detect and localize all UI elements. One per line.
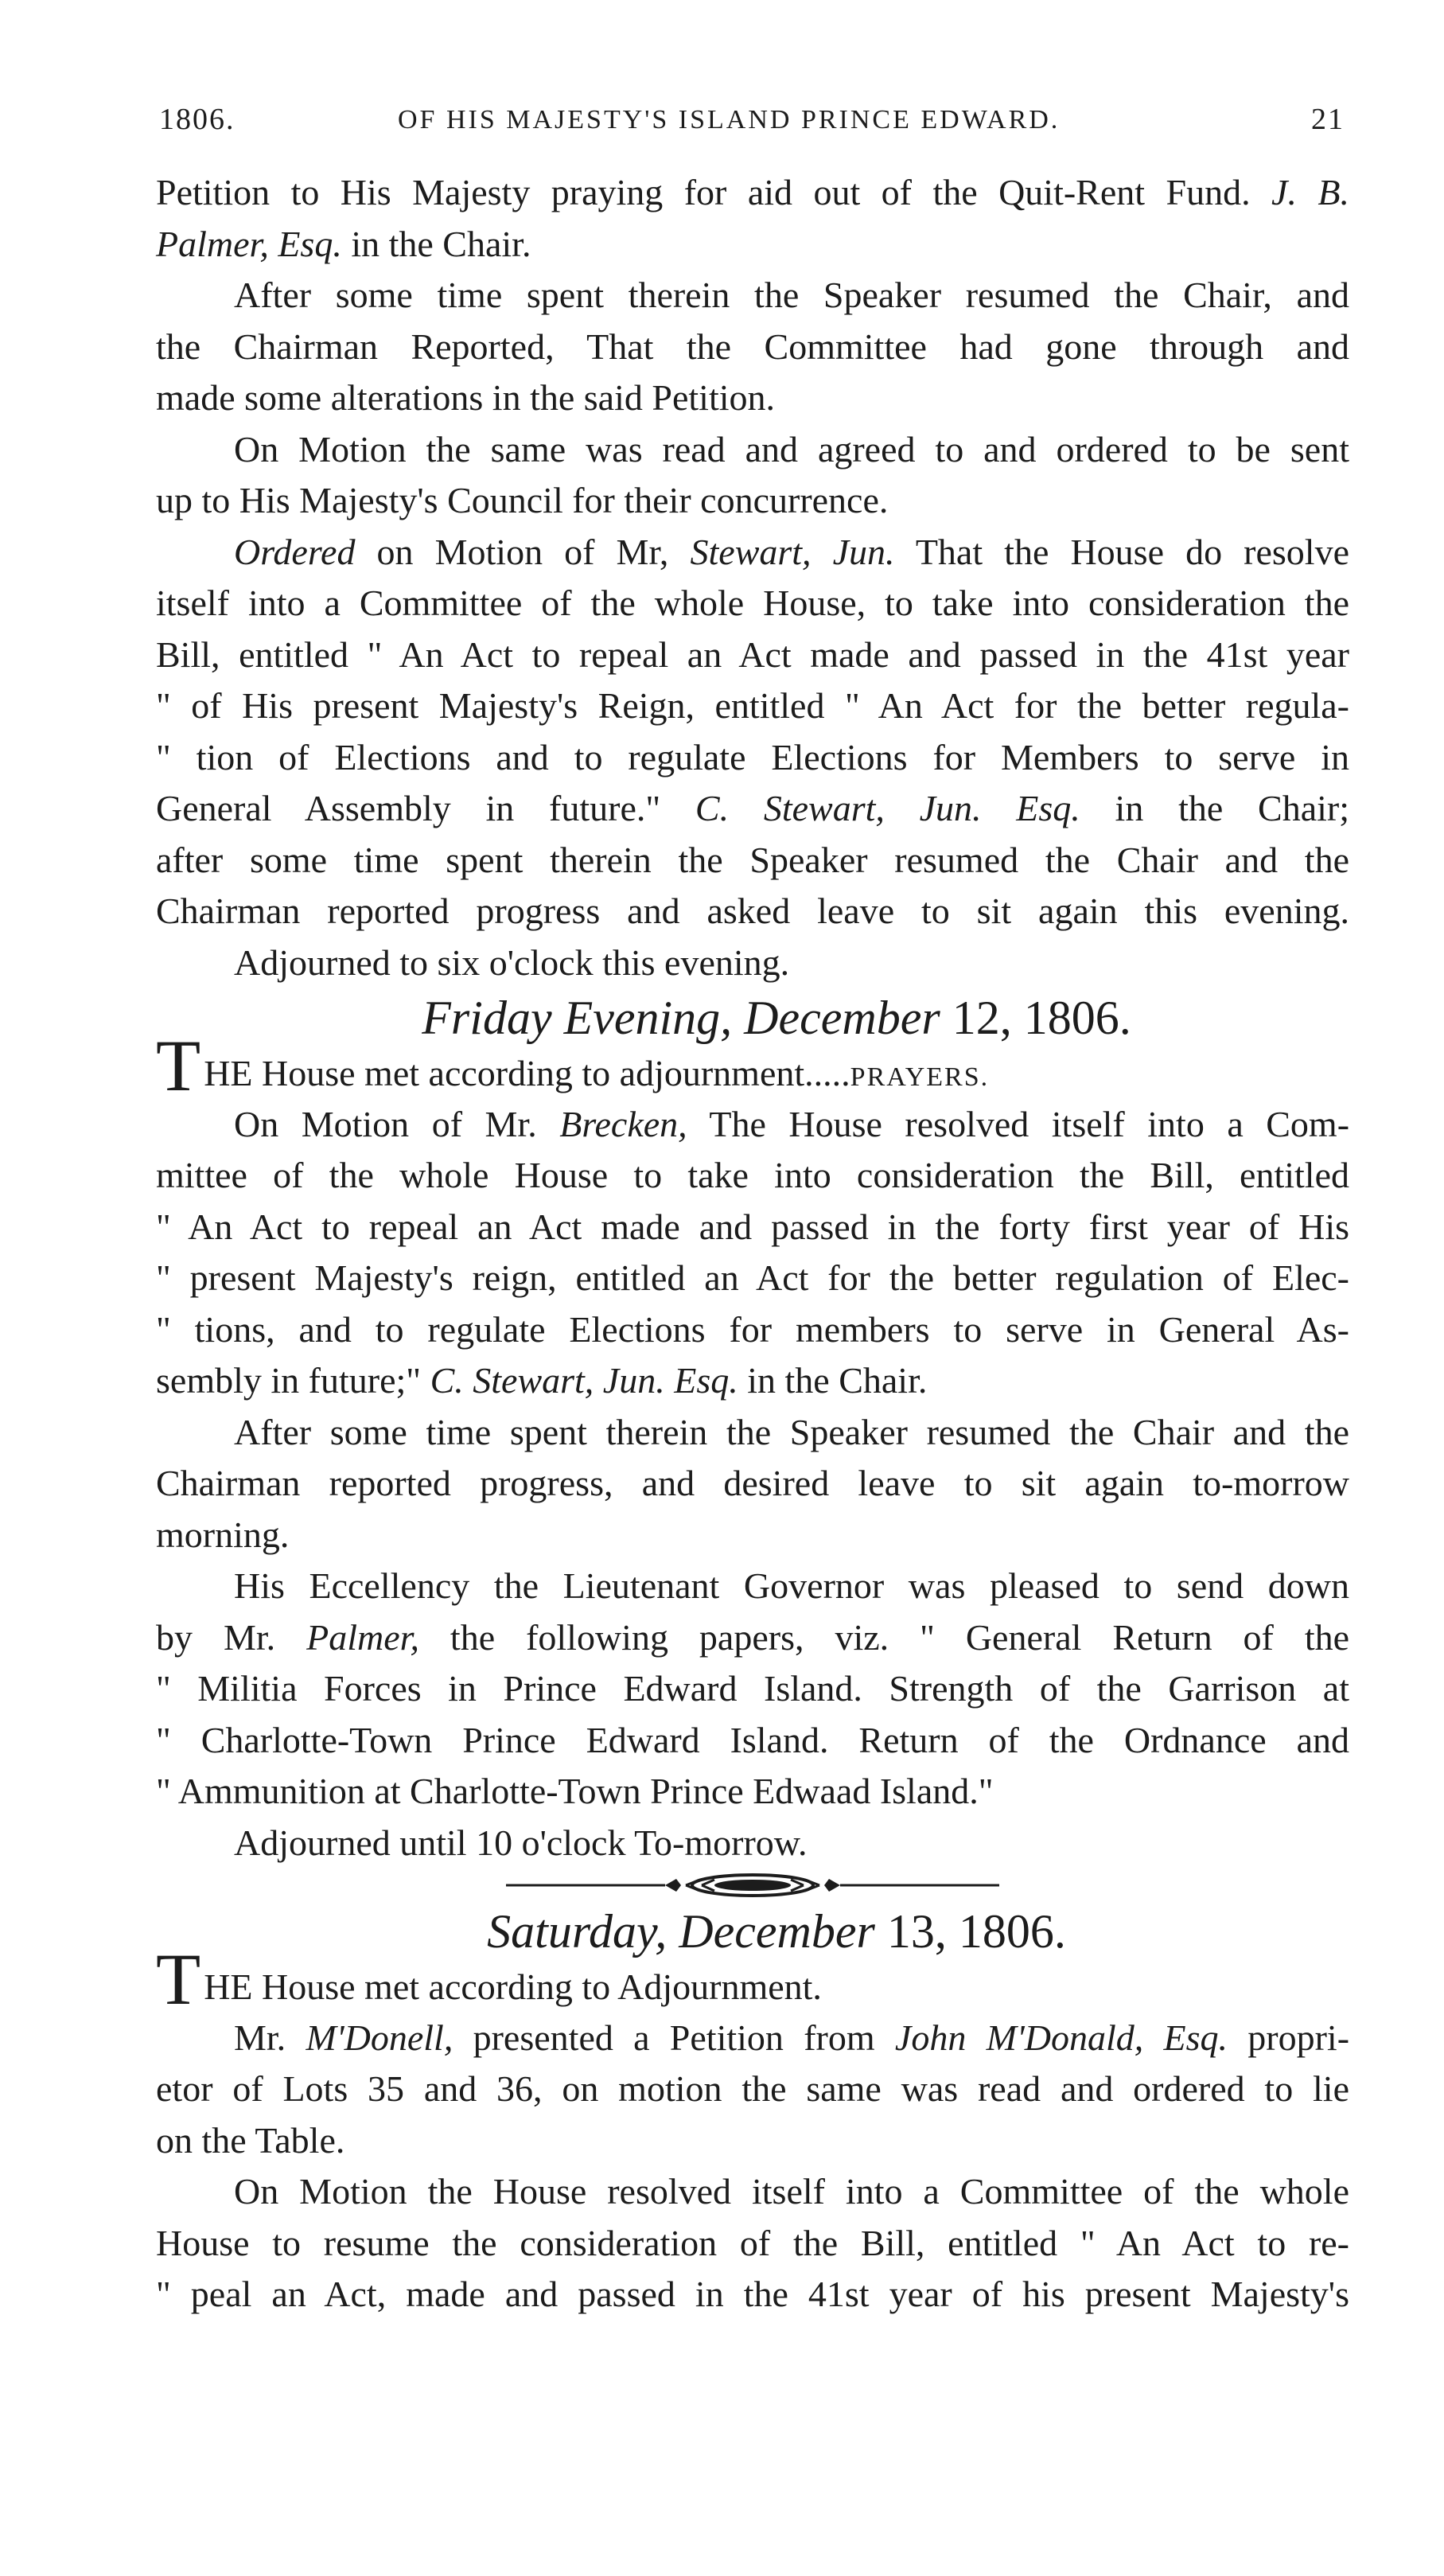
header-year: 1806. bbox=[159, 103, 235, 136]
section-heading: Saturday, December 13, 1806. bbox=[487, 1905, 1066, 1958]
text-line: On Motion the House resolved itself into a Committee of the whole bbox=[234, 2171, 1349, 2212]
text-line: His Eccellency the Lieutenant Governor was pleased to send down bbox=[234, 1565, 1349, 1606]
header-title: OF HIS MAJESTY'S ISLAND PRINCE EDWARD. bbox=[398, 105, 1061, 134]
text-line: " Ammunition at Charlotte-Town Prince Edwaad Island." bbox=[156, 1771, 994, 1811]
text-line: " present Majesty's reign, entitled an Act for the better regulation of Elec- bbox=[156, 1257, 1349, 1298]
drop-cap: T bbox=[156, 1025, 201, 1106]
text-line: Bill, entitled " An Act to repeal an Act made and passed in the 41st year bbox=[156, 633, 1349, 675]
text-line: THE House met according to adjournment.....PRAYERS. bbox=[156, 1025, 990, 1106]
text-line: On Motion the same was read and agreed to and ordered to be sent bbox=[234, 428, 1349, 470]
text-line: Ordered on Motion of Mr, Stewart, Jun. That the House do resolve bbox=[234, 531, 1349, 572]
text-line: mittee of the whole House to take into consideration the Bill, entitled bbox=[156, 1155, 1349, 1195]
text-line: Adjourned to six o'clock this evening. bbox=[234, 941, 790, 983]
text-line: " of His present Majesty's Reign, entitled " An Act for the better regula- bbox=[156, 685, 1349, 726]
text-line: made some alterations in the said Petition. bbox=[156, 377, 776, 418]
text-line: THE House met according to Adjournment. bbox=[156, 1939, 822, 2020]
text-line: etor of Lots 35 and 36, on motion the same was read and ordered to lie bbox=[156, 2068, 1349, 2109]
text-line: itself into a Committee of the whole House, to take into consideration the bbox=[156, 583, 1349, 623]
ornamental-rule bbox=[156, 1869, 1349, 1902]
text-line: sembly in future;" C. Stewart, Jun. Esq. in the Chair. bbox=[156, 1360, 928, 1401]
text-line: " An Act to repeal an Act made and passed in the forty first year of His bbox=[156, 1206, 1349, 1247]
section-heading: Friday Evening, December 12, 1806. bbox=[422, 992, 1131, 1044]
text-line: On Motion of Mr. Brecken, The House resolved itself into a Com- bbox=[234, 1103, 1350, 1144]
drop-cap: T bbox=[156, 1939, 201, 2020]
text-line: Mr. M'Donell, presented a Petition from John M'Donald, Esq. propri- bbox=[234, 2017, 1350, 2058]
text-line: House to resume the consideration of the Bill, entitled " An Act to re- bbox=[156, 2222, 1349, 2263]
text-line: After some time spent therein the Speaker resumed the Chair and the bbox=[234, 1411, 1349, 1452]
text-line: " peal an Act, made and passed in the 41st year of his present Majesty's bbox=[156, 2274, 1349, 2314]
text-line: morning. bbox=[156, 1514, 290, 1555]
page-number: 21 bbox=[1311, 103, 1345, 136]
text-line: up to His Majesty's Council for their concurrence. bbox=[156, 480, 889, 520]
text-line: Palmer, Esq. in the Chair. bbox=[156, 223, 531, 264]
text-line: Adjourned until 10 o'clock To-morrow. bbox=[234, 1822, 808, 1863]
text-line: " tion of Elections and to regulate Elections for Members to serve in bbox=[156, 736, 1349, 777]
text-line: " Militia Forces in Prince Edward Island. Strength of the Garrison at bbox=[156, 1668, 1349, 1709]
text-line: After some time spent therein the Speaker resumed the Chair, and bbox=[234, 275, 1349, 315]
ornament-icon bbox=[506, 1870, 999, 1900]
text-line: " Charlotte-Town Prince Edward Island. Return of the Ordnance and bbox=[156, 1719, 1349, 1760]
text-line: on the Table. bbox=[156, 2119, 345, 2161]
text-line: " tions, and to regulate Elections for members to serve in General As- bbox=[156, 1308, 1349, 1350]
text-line: Chairman reported progress, and desired leave to sit again to-morrow bbox=[156, 1463, 1349, 1503]
text-line: Petition to His Majesty praying for aid out of the Quit-Rent Fund. J. B. bbox=[156, 172, 1350, 212]
running-head bbox=[159, 102, 1345, 150]
text-line: by Mr. Palmer, the following papers, viz. " General Return of the bbox=[156, 1616, 1350, 1658]
page-body bbox=[156, 167, 1349, 2321]
text-line: the Chairman Reported, That the Committee had gone through and bbox=[156, 325, 1349, 367]
text-line: Chairman reported progress and asked leave to sit again this evening. bbox=[156, 890, 1349, 931]
text-line: after some time spent therein the Speaker resumed the Chair and the bbox=[156, 839, 1349, 880]
text-line: General Assembly in future." C. Stewart, Jun. Esq. in the Chair; bbox=[156, 788, 1349, 828]
